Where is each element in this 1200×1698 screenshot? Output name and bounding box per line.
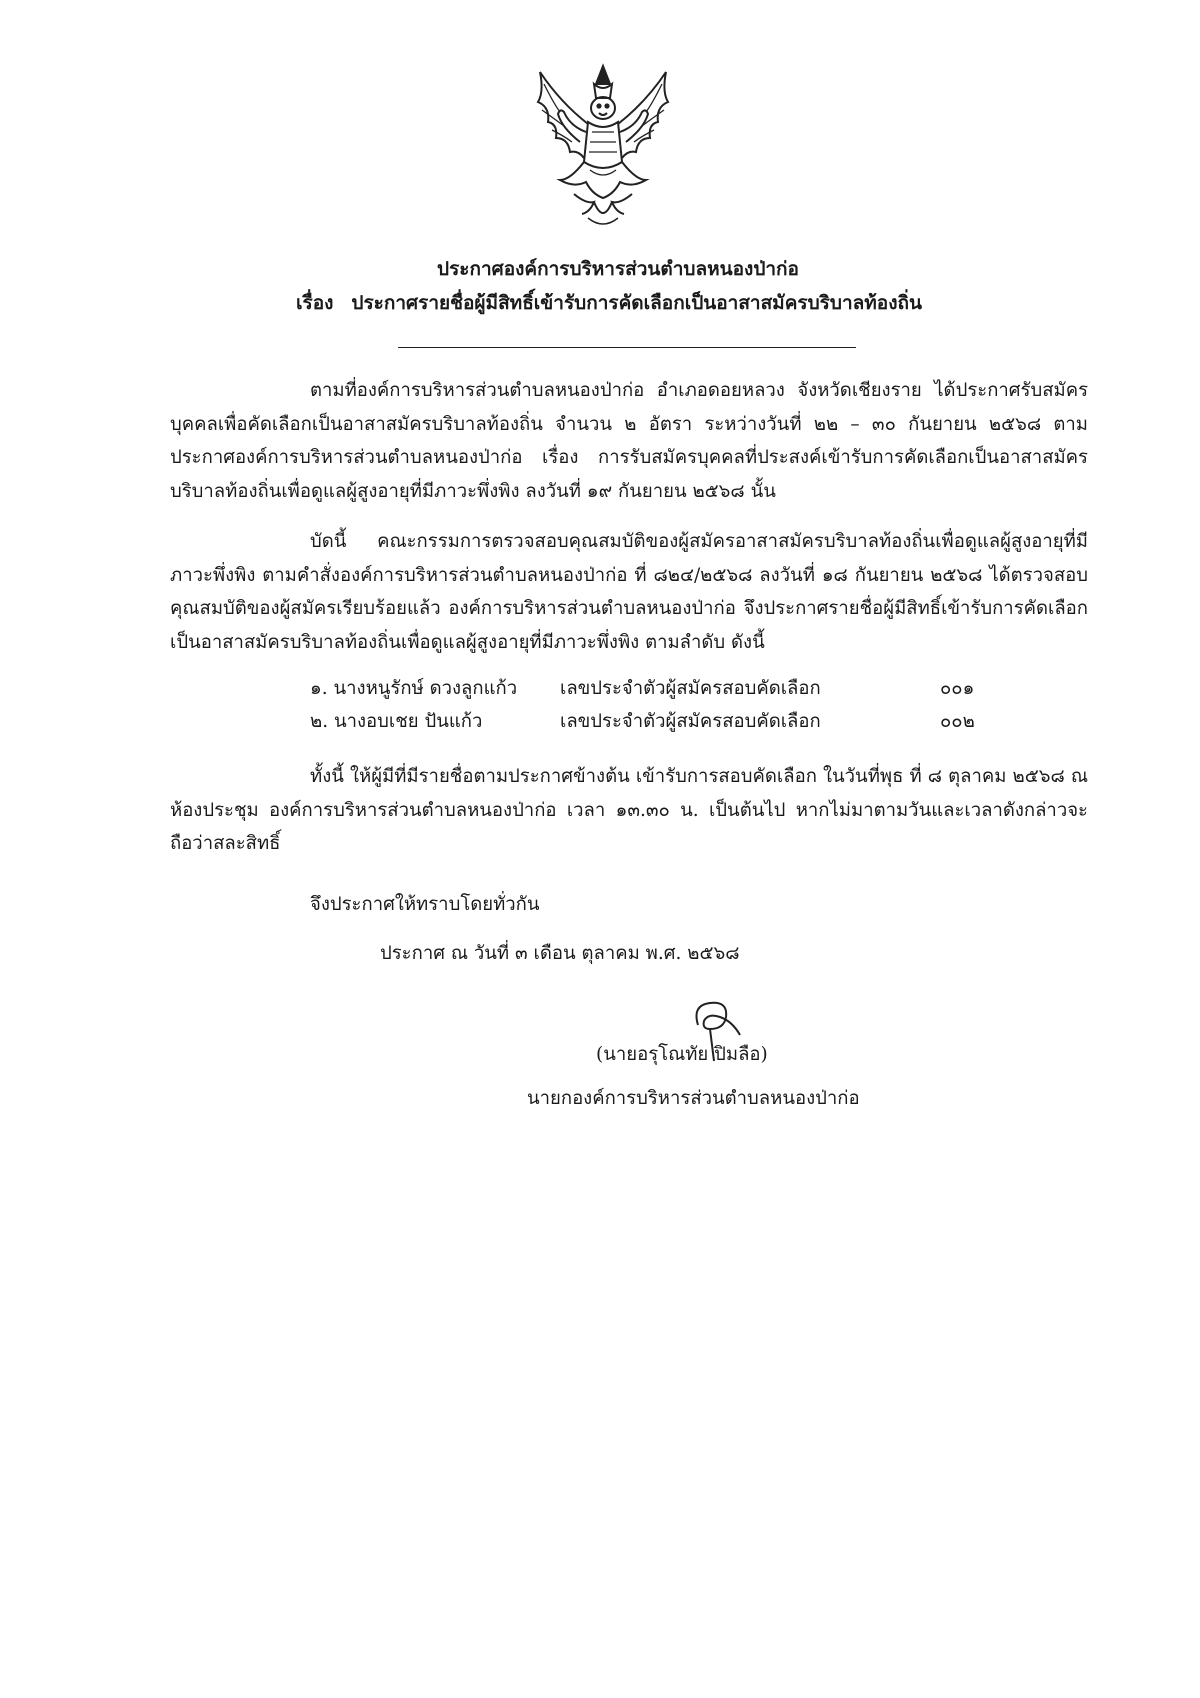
subject-label: เรื่อง (296, 292, 334, 314)
garuda-emblem-icon (530, 62, 676, 232)
subject-text: ประกาศรายชื่อผู้มีสิทธิ์เข้ารับการคัดเลือกเป็นอาสาสมัครบริบาลท้องถิ่น (351, 292, 922, 314)
paragraph-committee: บัดนี้ คณะกรรมการตรวจสอบคุณสมบัติของผู้สมัครอาสาสมัครบริบาลท้องถิ่นเพื่อดูแลผู้สูงอายุที่มีภาวะพึ่งพิง ตามคำสั่งองค์การบริหารส่วนตำบลหนองป่าก่อ ที่ ๘๒๔/๒๕๖๘ ลงวันที่ ๑๘ กันยายน ๒๕๖๘ ได้ตรวจสอบคุณสมบัติของผู้สมัครเรียบร้อยแล้ว องค์การบริหารส่วนตำบลหนองป่าก่อ จึงประกาศรายชื่อผู้มีสิทธิ์เข้ารับการคัดเลือกเป็นอาสาสมัครบริบาลท้องถิ่นเพื่อดูแลผู้สูงอายุที่มีภาวะพึ่งพิง ตามลำดับ ดังนี้ (170, 531, 1088, 653)
candidate-list (310, 672, 1010, 738)
candidate-id-number: ๐๐๒ (940, 711, 975, 732)
candidate-id-label: เลขประจำตัวผู้สมัครสอบคัดเลือก (560, 711, 821, 732)
signer-title: นายกองค์การบริหารส่วนตำบลหนองป่าก่อ (527, 1088, 860, 1109)
candidate-id-number: ๐๐๑ (940, 678, 975, 699)
signer-name: (นายอรุโณทัย ปิมลือ) (596, 1044, 768, 1065)
issuer-title: ประกาศองค์การบริหารส่วนตำบลหนองป่าก่อ (437, 258, 799, 280)
candidate-name: ๑. นางหนูรักษ์ ดวงลูกแก้ว (310, 678, 518, 699)
heading-divider (398, 347, 856, 348)
candidate-row (310, 672, 1010, 705)
candidate-id-label: เลขประจำตัวผู้สมัครสอบคัดเลือก (560, 678, 821, 699)
announcement-heading (0, 252, 1200, 320)
candidate-row (310, 705, 1010, 738)
subject-line (18, 286, 1200, 320)
paragraph-background: ตามที่องค์การบริหารส่วนตำบลหนองป่าก่อ อำเภอดอยหลวง จังหวัดเชียงราย ได้ประกาศรับสมัครบุคคลเพื่อคัดเลือกเป็นอาสาสมัครบริบาลท้องถิ่น จำนวน ๒ อัตรา ระหว่างวันที่ ๒๒ – ๓๐ กันยายน ๒๕๖๘ ตามประกาศองค์การบริหารส่วนตำบลหนองป่าก่อ เรื่อง การรับสมัครบุคคลที่ประสงค์เข้ารับการคัดเลือกเป็นอาสาสมัครบริบาลท้องถิ่นเพื่อดูแลผู้สูงอายุที่มีภาวะพึ่งพิง ลงวันที่ ๑๙ กันยายน ๒๕๖๘ นั้น (170, 380, 1088, 502)
candidate-name: ๒. นางอบเชย ปันแก้ว (310, 711, 483, 732)
announcement-date: ประกาศ ณ วันที่ ๓ เดือน ตุลาคม พ.ศ. ๒๕๖๘ (380, 943, 740, 964)
paragraph-exam-schedule: ทั้งนี้ ให้ผู้มีที่มีรายชื่อตามประกาศข้างต้น เข้ารับการสอบคัดเลือก ในวันที่พุธ ที่ ๘ ตุลาคม ๒๕๖๘ ณ ห้องประชุม องค์การบริหารส่วนตำบลหนองป่าก่อ เวลา ๑๓.๓๐ น. เป็นต้นไป หากไม่มาตามวันและเวลาดังกล่าวจะถือว่าสละสิทธิ์ (170, 766, 1088, 854)
closing-statement: จึงประกาศให้ทราบโดยทั่วกัน (310, 894, 540, 915)
